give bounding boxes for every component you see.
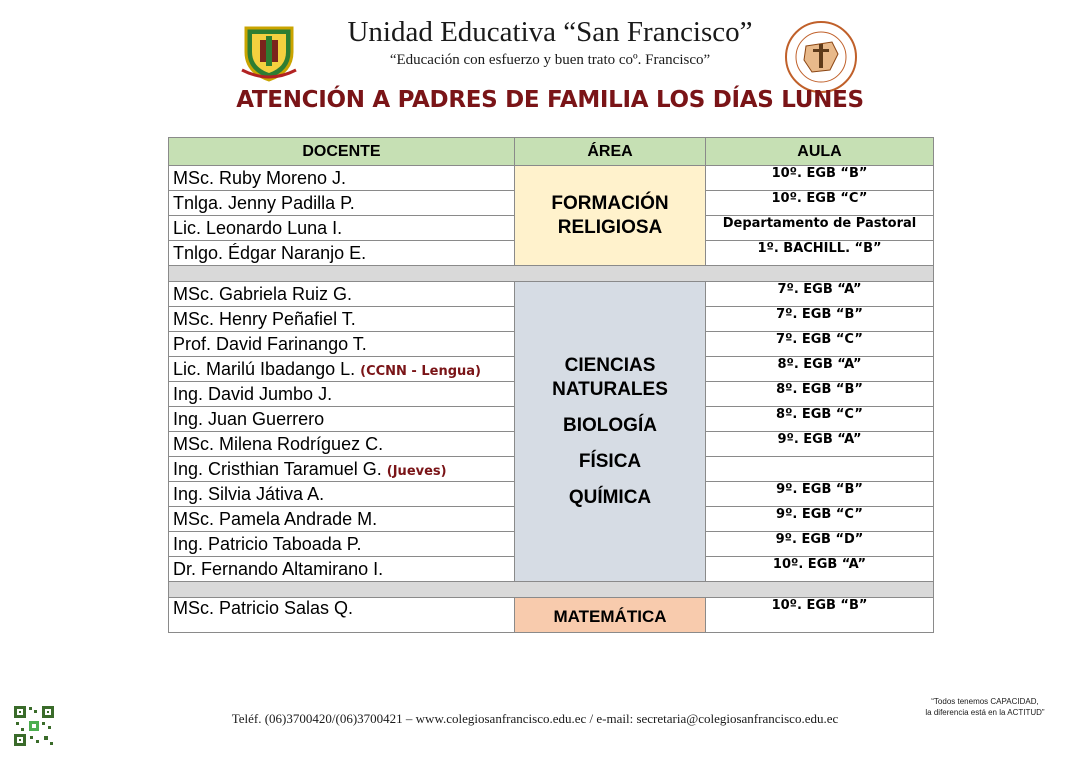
column-header-aula: AULA xyxy=(706,138,934,166)
table-row xyxy=(169,166,934,191)
docente-cell: Ing. Patricio Taboada P. xyxy=(169,532,515,557)
docente-name: Lic. Marilú Ibadango L. xyxy=(173,358,356,379)
docente-cell: Ing. Silvia Játiva A. xyxy=(169,482,515,507)
table-row xyxy=(169,598,934,633)
area-label: FORMACIÓN xyxy=(551,192,669,214)
aula-cell xyxy=(706,457,934,482)
docente-cell: MSc. Pamela Andrade M. xyxy=(169,507,515,532)
area-label: FÍSICA xyxy=(578,450,642,472)
docente-cell xyxy=(169,357,515,382)
area-cell-matematica: MATEMÁTICA xyxy=(515,598,706,633)
aula-cell: 9º. EGB “C” xyxy=(706,507,934,532)
schedule-table xyxy=(168,137,934,633)
area-cell-religiosa xyxy=(515,166,706,266)
docente-cell: Prof. David Farinango T. xyxy=(169,332,515,357)
docente-note: (CCNN - Lengua) xyxy=(360,363,481,379)
franciscan-seal-logo xyxy=(782,18,860,96)
aula-cell: 8º. EGB “B” xyxy=(706,382,934,407)
contact-info: Teléf. (06)3700420/(06)3700421 – www.colegiosanfrancisco.edu.ec / e-mail: secretaria@colegiosanfrancisco.edu.ec xyxy=(231,711,839,726)
slogan-line: la diferencia está en la ACTITUD” xyxy=(925,708,1045,717)
aula-cell: 9º. EGB “A” xyxy=(706,432,934,457)
aula-cell: 10º. EGB “B” xyxy=(706,166,934,191)
docente-cell xyxy=(169,457,515,482)
aula-cell: 1º. BACHILL. “B” xyxy=(706,241,934,266)
school-motto: “Educación con esfuerzo y buen trato coº. Francisco” xyxy=(389,52,711,68)
aula-cell: 9º. EGB “D” xyxy=(706,532,934,557)
area-label: RELIGIOSA xyxy=(557,216,663,238)
aula-cell: Departamento de Pastoral xyxy=(706,216,934,241)
aula-cell: 7º. EGB “B” xyxy=(706,307,934,332)
separator-row xyxy=(169,266,934,282)
area-label: CIENCIAS xyxy=(564,354,656,376)
docente-note: (Jueves) xyxy=(386,463,447,479)
docente-cell: MSc. Patricio Salas Q. xyxy=(169,598,515,633)
aula-cell: 7º. EGB “A” xyxy=(706,282,934,307)
aula-cell: 9º. EGB “B” xyxy=(706,482,934,507)
docente-cell: MSc. Henry Peñafiel T. xyxy=(169,307,515,332)
table-header-row xyxy=(169,138,934,166)
docente-name: Ing. Cristhian Taramuel G. xyxy=(173,458,382,479)
docente-cell: Lic. Leonardo Luna I. xyxy=(169,216,515,241)
area-label: QUÍMICA xyxy=(568,486,652,508)
docente-cell: MSc. Ruby Moreno J. xyxy=(169,166,515,191)
docente-cell: Tnlga. Jenny Padilla P. xyxy=(169,191,515,216)
aula-cell: 10º. EGB “B” xyxy=(706,598,934,633)
column-header-docente: DOCENTE xyxy=(169,138,515,166)
separator-row xyxy=(169,582,934,598)
area-cell-ciencias xyxy=(515,282,706,582)
aula-cell: 7º. EGB “C” xyxy=(706,332,934,357)
docente-cell: Tnlgo. Édgar Naranjo E. xyxy=(169,241,515,266)
area-label: BIOLOGÍA xyxy=(563,414,657,436)
docente-cell: Dr. Fernando Altamirano I. xyxy=(169,557,515,582)
slogan-line: “Todos tenemos CAPACIDAD, xyxy=(931,697,1039,706)
area-label: NATURALES xyxy=(552,378,668,400)
aula-cell: 10º. EGB “A” xyxy=(706,557,934,582)
docente-cell: MSc. Gabriela Ruiz G. xyxy=(169,282,515,307)
qr-code-icon xyxy=(12,704,56,748)
aula-cell: 8º. EGB “C” xyxy=(706,407,934,432)
school-name: Unidad Educativa “San Francisco” xyxy=(347,16,753,48)
docente-cell: Ing. David Jumbo J. xyxy=(169,382,515,407)
school-crest-logo xyxy=(238,22,300,82)
aula-cell: 10º. EGB “C” xyxy=(706,191,934,216)
table-row xyxy=(169,282,934,307)
slogan xyxy=(900,696,1070,718)
column-header-area: ÁREA xyxy=(515,138,706,166)
aula-cell: 8º. EGB “A” xyxy=(706,357,934,382)
page-title: ATENCIÓN A PADRES DE FAMILIA LOS DÍAS LUNES xyxy=(236,87,864,113)
docente-cell: MSc. Milena Rodríguez C. xyxy=(169,432,515,457)
docente-cell: Ing. Juan Guerrero xyxy=(169,407,515,432)
